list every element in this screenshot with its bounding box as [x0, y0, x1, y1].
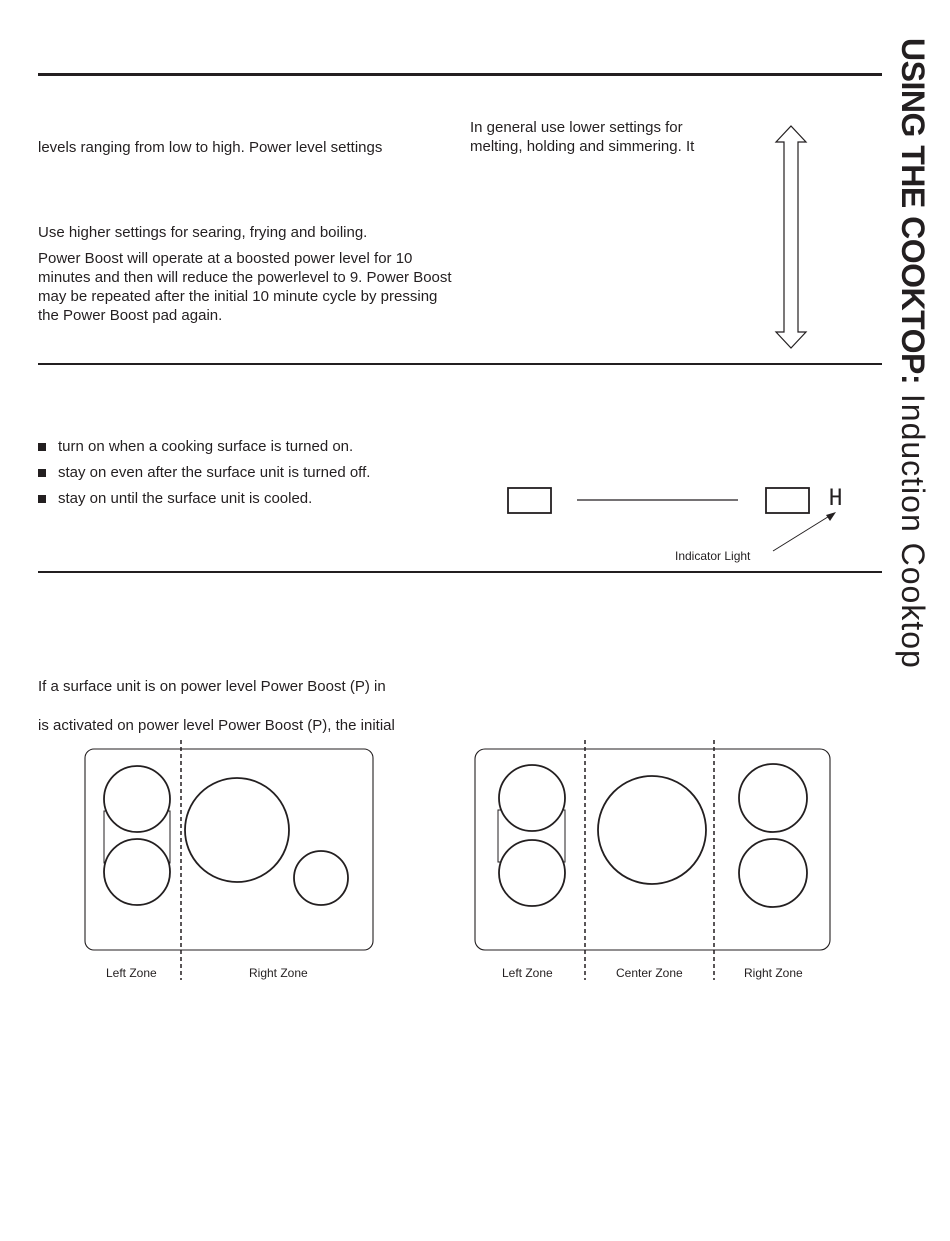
power-range-arrow-icon [774, 124, 810, 352]
burner-large [598, 776, 706, 884]
zone-label-right: Right Zone [249, 966, 308, 980]
zones-text-line2: is activated on power level Power Boost (P), the initial [38, 717, 395, 734]
section-rule-top [38, 73, 882, 76]
zones-text-line1: If a surface unit is on power level Power Boost (P) in [38, 678, 386, 695]
bullet-square-icon [38, 495, 46, 503]
zone-label-left: Left Zone [106, 966, 157, 980]
burner-left-front [104, 839, 170, 905]
three-zone-cooktop-diagram [470, 740, 840, 985]
section-rule-lower [38, 571, 882, 573]
burner-left-rear [104, 766, 170, 832]
burner-left-rear [499, 765, 565, 831]
bullet-square-icon [38, 443, 46, 451]
zone-label-right: Right Zone [744, 966, 803, 980]
list-item: turn on when a cooking surface is turned on. [38, 437, 478, 463]
power-boost-text: Power Boost will operate at a boosted power level for 10 minutes and then will reduce the powerlevel to 9. Power Boost may be repeated after the initial 10 minute cycle by pressing the Power Boost pad again. [38, 250, 452, 324]
section-title [896, 38, 930, 669]
two-zone-cooktop-diagram [80, 740, 380, 985]
burner-right-rear [739, 764, 807, 832]
burner-right-front [739, 839, 807, 907]
burner-large [185, 778, 289, 882]
higher-settings-text: Use higher settings for searing, frying and boiling. [38, 224, 368, 241]
section-rule-middle [38, 363, 882, 365]
control-pad-left [508, 488, 551, 513]
list-item: stay on until the surface unit is cooled. [38, 489, 478, 515]
burner-left-front [499, 840, 565, 906]
indicator-light-glyph: H [829, 486, 843, 511]
bullet-square-icon [38, 469, 46, 477]
indicator-pointer-arrow-icon [773, 515, 831, 551]
hot-surface-bullets [38, 437, 478, 515]
indicator-light-diagram [500, 480, 860, 560]
list-item: stay on even after the surface unit is turned off. [38, 463, 478, 489]
zone-label-left: Left Zone [502, 966, 553, 980]
burner-small [294, 851, 348, 905]
indicator-light-label: Indicator Light [675, 549, 751, 563]
zone-label-center: Center Zone [616, 966, 683, 980]
section-title-bold: USING THE COOKTOP: [895, 38, 931, 384]
control-pad-right [766, 488, 809, 513]
power-levels-intro: levels ranging from low to high. Power level settings [38, 139, 383, 156]
lower-settings-text: In general use lower settings for melting, holding and simmering. It [470, 119, 695, 155]
section-title-light: Induction Cooktop [895, 383, 931, 669]
